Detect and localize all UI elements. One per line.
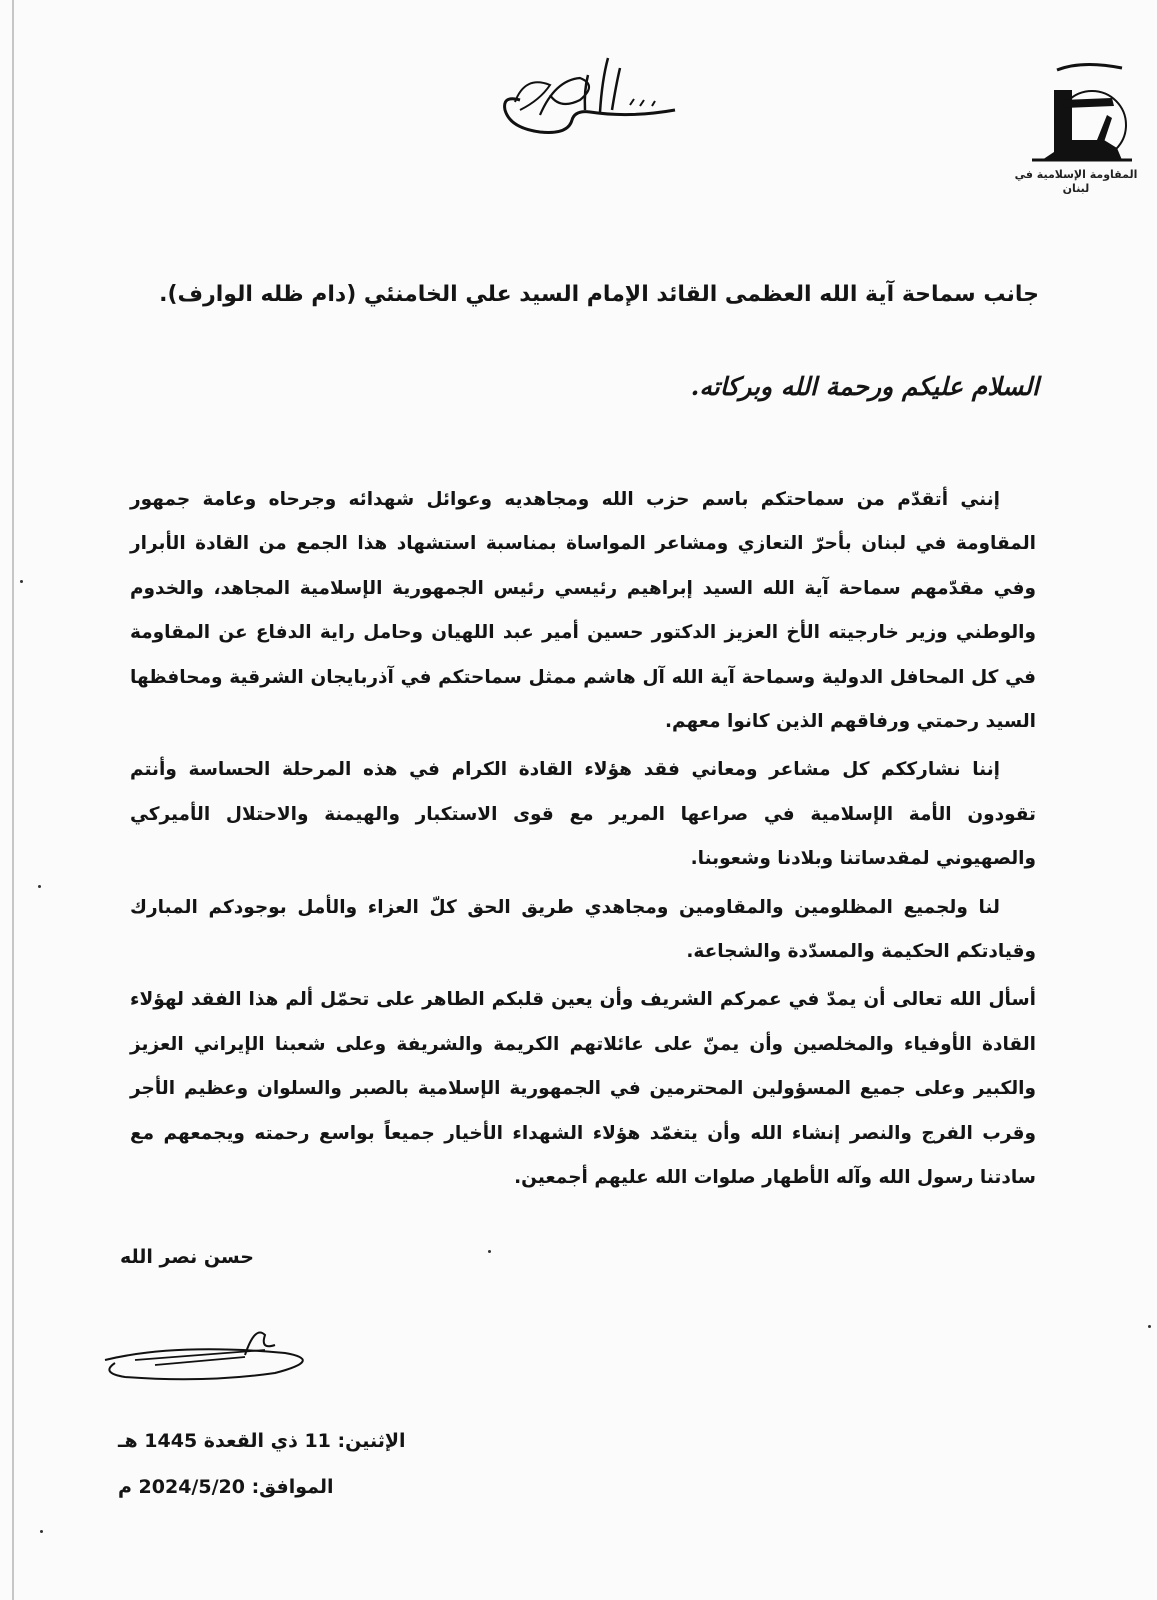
letter-body	[130, 478, 1036, 1205]
greeting-line: السلام عليكم ورحمة الله وبركاته.	[690, 372, 1039, 401]
basmala-calligraphy	[480, 40, 690, 150]
handwritten-signature	[95, 1315, 325, 1395]
scan-edge-line	[12, 0, 14, 1600]
signatory-name: حسن نصر الله	[120, 1246, 254, 1268]
paragraph-hope: لنا ولجميع المظلومين والمقاومين ومجاهدي طريق الحق كلّ العزاء والأمل بوجودكم المبارك وقيادتكم الحكيمة والمسدّدة والشجاعة.	[130, 896, 1036, 963]
logo-caption: المقاومة الإسلامية في لبنان	[1014, 168, 1138, 195]
date-gregorian: الموافق: 2024/5/20 م	[118, 1476, 334, 1498]
addressee-line: جانب سماحة آية الله العظمى القائد الإمام السيد علي الخامنئي (دام ظله الوارف).	[159, 282, 1039, 307]
paragraph-sharing: إننا نشارككم كل مشاعر ومعاني فقد هؤلاء القادة الكرام في هذه المرحلة الحساسة وأنتم تقودون الأمة الإسلامية في صراعها المرير مع قوى الاستكبار والهيمنة والاحتلال الأميركي والصهيوني لمقدساتنا وبلادنا وشعوبنا.	[130, 759, 1036, 870]
date-hijri: الإثنين: 11 ذي القعدة 1445 هـ	[118, 1430, 406, 1452]
scan-speck	[488, 1250, 491, 1253]
scan-speck	[38, 885, 41, 888]
paragraph-prayer: أسأل الله تعالى أن يمدّ في عمركم الشريف وأن يعين قلبكم الطاهر على تحمّل ألم هذا الفقد لهؤلاء القادة الأوفياء والمخلصين وأن يمنّ على عائلاتهم الكريمة والشريفة وعلى شعبنا الإيراني العزيز والكبير وعلى جميع المسؤولين المحترمين في الجمهورية الإسلامية بالصبر والسلوان وعظيم الأجر وقرب الفرج والنصر إنشاء الله وأن يتغمّد هؤلاء الشهداء الأخيار جميعاً بواسع رحمته ويجمعهم مع سادتنا رسول الله وآله الأطهار صلوات الله عليهم أجمعين.	[130, 989, 1036, 1189]
paragraph-condolences: إنني أتقدّم من سماحتكم باسم حزب الله ومجاهديه وعوائل شهدائه وجرحاه وعامة جمهور المقاومة في لبنان بأحرّ التعازي ومشاعر المواساة بمناسبة استشهاد هذا الجمع من القادة الأبرار وفي مقدّمهم سماحة آية الله السيد إبراهيم رئيسي رئيس الجمهورية الإسلامية المجاهد، والخدوم والوطني وزير خارجيته الأخ العزيز الدكتور حسين أمير عبد اللهيان وحامل راية الدفاع عن المقاومة في كل المحافل الدولية وسماحة آية الله آل هاشم ممثل سماحتكم في آذربايجان الشرقية ومحافظها السيد رحمتي ورفاقهم الذين كانوا معهم.	[130, 489, 1036, 733]
scan-speck	[1148, 1325, 1151, 1328]
scan-speck	[20, 580, 23, 583]
scan-speck	[40, 1530, 43, 1533]
